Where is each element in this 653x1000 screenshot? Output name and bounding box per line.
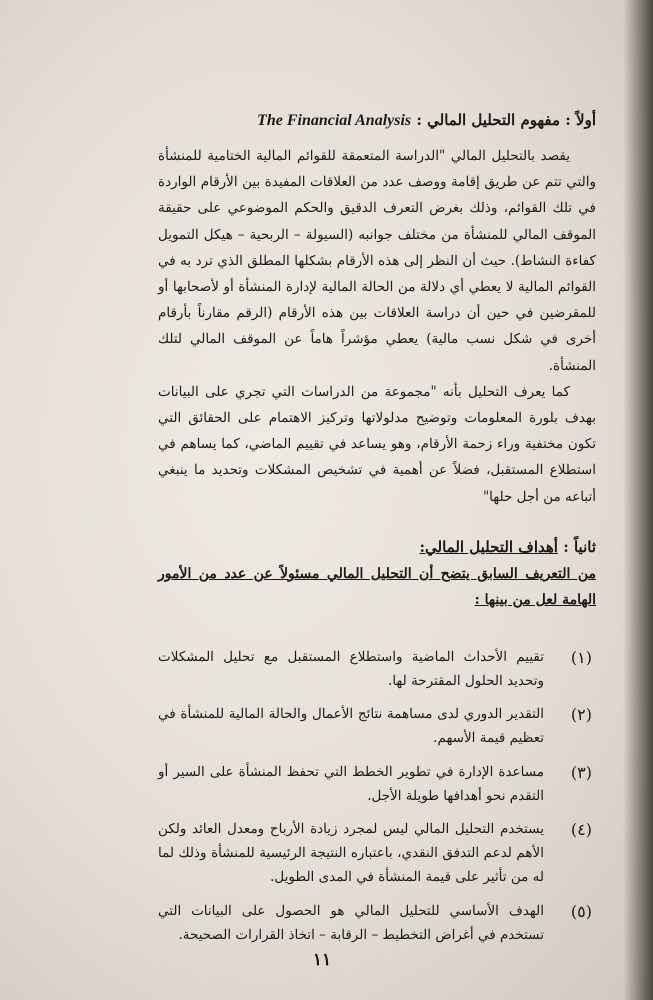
list-item-number: (١)	[570, 647, 592, 667]
section1-title-en: The Financial Analysis	[257, 112, 412, 129]
list-item-number: (٣)	[570, 762, 592, 782]
list-item	[158, 702, 596, 750]
section2-number: ثانياً :	[563, 537, 596, 556]
section1-heading	[158, 108, 596, 133]
list-item-text: الهدف الأساسي للتحليل المالي هو الحصول على البيانات التي تستخدم في أغراض التخطيط – الرقابة – اتخاذ القرارات الصحيحة.	[158, 902, 544, 943]
section2-title: أهداف التحليل المالي:	[419, 537, 558, 556]
section2-lead: من التعريف السابق يتضح أن التحليل المالي مسئولاً عن عدد من الأمور الهامة لعل من بينها :	[158, 565, 596, 608]
list-item	[158, 817, 596, 890]
list-item-number: (٥)	[570, 901, 592, 921]
section1-number: أولاً :	[565, 111, 596, 129]
section2-heading	[158, 535, 596, 559]
list-item-number: (٤)	[570, 820, 592, 840]
list-item	[158, 760, 596, 808]
section1-title: مفهوم التحليل المالي :	[416, 111, 561, 129]
list-item-number: (٢)	[570, 705, 592, 725]
list-item	[158, 899, 596, 947]
list-item-text: يستخدم التحليل المالي ليس لمجرد زيادة الأرباح ومعدل العائد ولكن الأهم لدعم التدفق النقدي، باعتباره النتيجة الرئيسية للمنشأة وذلك لما له من تأثير على قيمة المنشأة في المدى الطويل.	[158, 821, 544, 886]
list-item-text: التقدير الدوري لدى مساهمة نتائج الأعمال والحالة المالية للمنشأة في تعظيم قيمة الأسهم.	[158, 706, 544, 747]
page-content	[158, 108, 596, 956]
list-item-text: مساعدة الإدارة في تطوير الخطط التي تحفظ المنشأة على السير أو التقدم نحو أهدافها طويلة الأجل.	[158, 763, 544, 804]
list-item-text: تقييم الأحداث الماضية واستطلاع المستقبل مع تحليل المشكلات وتحديد الحلول المقترحة لها.	[158, 648, 544, 690]
list-item	[158, 645, 596, 693]
section1-paragraph-1: يقصد بالتحليل المالي "الدراسة المتعمقة للقوائم المالية الختامية للمنشأة والتي تتم عن طريق إقامة ووصف عدد من العلاقات المفيدة بين الأرقام الواردة في تلك القوائم، وذلك بغرض التعرف الدقيق والحكم الموضوعي على حقيقة الموقف المالي للمنشأة من مختلف جوانبه (السيولة – الربحية – هيكل التمويل كفاءة النشاط). حيث أن النظر إلى هذه الأرقام بشكلها المطلق الذي ترد به في القوائم المالية لا يعطي أي دلالة من الحالة المالية لإدارة المنشأة أو لأصحابها أو للمقرضين في حين أن دراسة العلاقات بين هذه الأرقام (الرقم مقارناً بأرقام أخرى في شكل نسب مالية) يعطي مؤشراً هاماً عن الموقف المالي لتلك المنشأة.	[158, 148, 596, 374]
section1-paragraph-2: كما يعرف التحليل بأنه "مجموعة من الدراسات التي تجري على البيانات بهدف بلورة المعلومات وتوضيح مدلولاتها وتركيز الاهتمام على الحقائق التي تكون مختفية وراء زحمة الأرقام، وهو يساعد في تقييم الماضي، كما يساهم في استطلاع المستقبل، فضلاً عن أهمية في تشخيص المشكلات وتحديد ما ينبغي أتباعه من أجل حلها"	[158, 383, 596, 505]
objectives-list	[158, 645, 596, 947]
page-number: ١١	[312, 950, 332, 970]
